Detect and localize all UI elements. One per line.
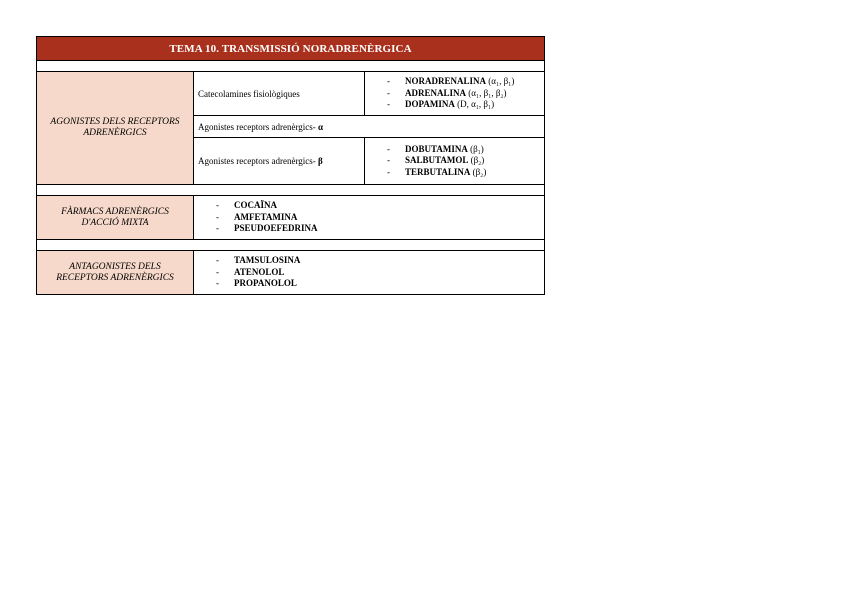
mixed-label-line1: FÀRMACS ADRENÈRGICS: [61, 206, 169, 217]
drug-receptors: (β₁): [467, 143, 484, 154]
catecholamines-label: Catecolamines fisiològiques: [194, 72, 365, 116]
drug-name: NORADRENALINA: [405, 76, 487, 87]
spacer-row: [37, 240, 545, 251]
list-item: - SALBUTAMOL (β₂): [387, 155, 485, 166]
list-item: - PSEUDOEFEDRINA: [216, 223, 318, 234]
list-item: - TERBUTALINA (β₂): [387, 166, 487, 177]
list-item: - DOBUTAMINA (β₁): [387, 143, 484, 154]
list-item: - PROPANOLOL: [216, 278, 297, 289]
list-item: - AMFETAMINA: [216, 211, 298, 222]
drug-receptors: (β₂): [470, 166, 487, 177]
list-item: - TAMSULOSINA: [216, 255, 301, 266]
mixed-label-line2: D'ACCIÓ MIXTA: [81, 217, 149, 228]
mixed-action-row: [37, 196, 545, 240]
drug-name: COCAÏNA: [234, 200, 278, 211]
antagonists-row: [37, 251, 545, 295]
alpha-symbol: α: [318, 121, 324, 132]
spacer-row: [37, 61, 545, 72]
title-row: [37, 37, 545, 61]
mixed-category-label: [37, 196, 194, 240]
pharmacology-table: [36, 36, 545, 295]
drug-name: ATENOLOL: [234, 266, 285, 277]
catecholamines-row: [37, 72, 545, 116]
list-item: - NORADRENALINA (α₁, β₁): [387, 76, 515, 87]
list-item: - COCAÏNA: [216, 200, 278, 211]
antagonists-label-line1: ANTAGONISTES DELS: [69, 261, 161, 272]
agonists-category-label: [37, 72, 194, 185]
list-item: - DOPAMINA (D, α₁, β₁): [387, 99, 495, 110]
drug-name: ADRENALINA: [405, 87, 467, 98]
drug-name: AMFETAMINA: [234, 211, 298, 222]
beta-symbol: β: [318, 156, 323, 166]
mixed-drug-list: [194, 196, 545, 240]
table-title: TEMA 10. TRANSMISSIÓ NORADRENÈRGICA: [37, 37, 545, 61]
drug-receptors: (D, α₁, β₁): [454, 99, 495, 110]
beta-agonists-list: [365, 138, 545, 185]
drug-name: DOBUTAMINA: [405, 143, 468, 154]
drug-name: DOPAMINA: [405, 99, 455, 110]
drug-receptors: (α₁, β₁): [486, 76, 515, 87]
drug-name: SALBUTAMOL: [405, 155, 469, 166]
catecholamines-list: [365, 72, 545, 116]
alpha-agonists-label: Agonistes receptors adrenèrgics- α: [194, 116, 545, 138]
list-item: - ATENOLOL: [216, 266, 285, 277]
drug-name: TERBUTALINA: [405, 166, 471, 177]
drug-receptors: (β₂): [468, 155, 485, 166]
antagonists-category-label: [37, 251, 194, 295]
beta-agonists-label: Agonistes receptors adrenèrgics- β: [194, 138, 365, 185]
drug-receptors: (α₁, β₁, β₂): [466, 87, 507, 98]
drug-name: PROPANOLOL: [234, 278, 297, 289]
agonists-label-line1: AGONISTES DELS RECEPTORS: [50, 117, 180, 127]
spacer-row: [37, 185, 545, 196]
list-item: - ADRENALINA (α₁, β₁, β₂): [387, 87, 507, 98]
drug-name: PSEUDOEFEDRINA: [234, 223, 318, 234]
antagonists-label-line2: RECEPTORS ADRENÈRGICS: [56, 272, 174, 283]
drug-name: TAMSULOSINA: [234, 255, 301, 266]
antagonists-drug-list: [194, 251, 545, 295]
agonists-label-line2: ADRENÈRGICS: [83, 128, 147, 138]
